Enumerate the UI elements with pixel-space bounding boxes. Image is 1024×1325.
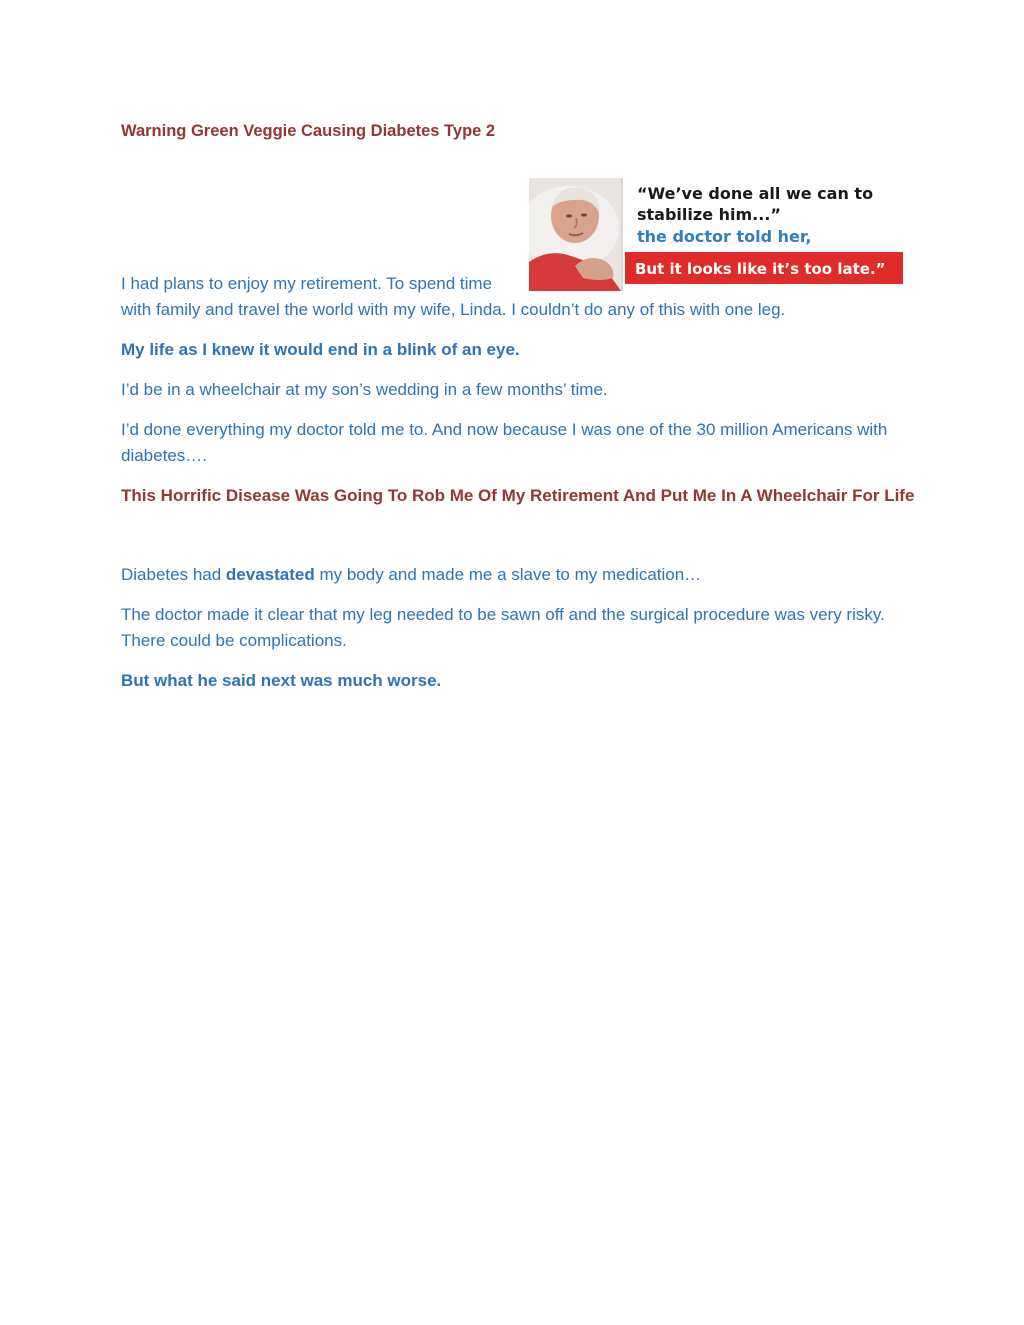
devastated-paragraph (121, 562, 921, 588)
worse-statement: But what he said next was much worse. (121, 671, 442, 690)
disease-heading: This Horrific Disease Was Going To Rob Me Of My Retirement And Put Me In A Wheelchair For Life (121, 486, 915, 505)
devastated-emphasis: devastated (225, 565, 315, 584)
ad-doctor-told: the doctor told her, (637, 227, 812, 246)
wheelchair-paragraph: I’d be in a wheelchair at my son’s wedding in a few months’ time. (121, 380, 608, 399)
ad-quote-line1: “We’ve done all we can to (637, 184, 874, 203)
devastated-text-after: my body and made me a slave to my medication… (314, 565, 702, 584)
ad-banner-text: But it looks like it’s too late.” (635, 260, 886, 278)
intro-line-1: I had plans to enjoy my retirement. To spend time (121, 274, 493, 293)
document-title: Warning Green Veggie Causing Diabetes Type 2 (121, 122, 496, 140)
life-statement: My life as I knew it would end in a blink of an eye. (121, 340, 520, 359)
devastated-text-before: Diabetes had (121, 565, 226, 584)
doctor-paragraph: I’d done everything my doctor told me to. And now because I was one of the 30 million Americans with diabetes…. (121, 420, 888, 465)
surgery-paragraph: The doctor made it clear that my leg needed to be sawn off and the surgical procedure was very risky. There could be complications. (121, 605, 885, 650)
ad-quote-line2: stabilize him...” (637, 205, 781, 224)
intro-line-2: with family and travel the world with my wife, Linda. I couldn’t do any of this with one leg. (121, 300, 786, 319)
